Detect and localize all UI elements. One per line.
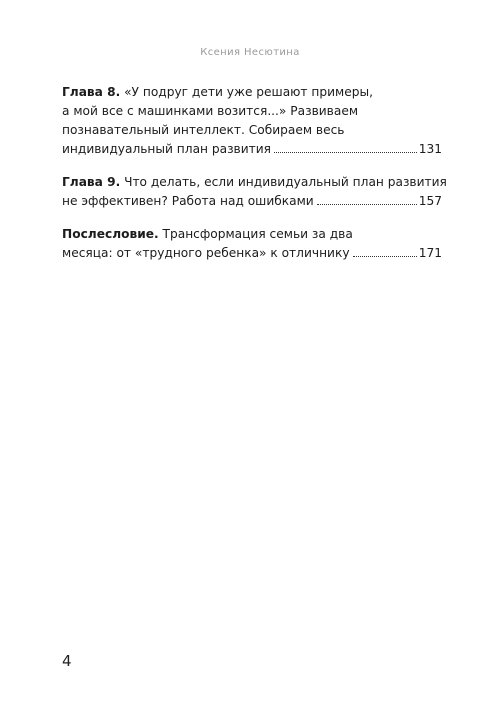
toc-entry-label: Глава 8. [62, 85, 121, 99]
toc-entry-chapter-8[interactable] [62, 83, 442, 159]
toc-entry-page: 171 [418, 246, 442, 260]
toc-entry-title-part: месяца: от «трудного ребенка» к отличнику [62, 246, 350, 260]
dot-leader [274, 151, 417, 153]
toc-entry-title-part: индивидуальный план развития [62, 142, 272, 156]
toc-entry-line [62, 225, 442, 244]
table-of-contents [62, 83, 447, 277]
toc-entry-chapter-9[interactable] [62, 173, 447, 211]
toc-entry-line [62, 83, 442, 102]
toc-entry-title-part: познавательный интеллект. Собираем весь [62, 123, 345, 137]
toc-entry-page: 157 [418, 194, 442, 208]
toc-entry-last-line [62, 244, 442, 263]
toc-entry-last-line [62, 140, 442, 159]
running-header: Ксения Несютина [200, 47, 300, 58]
toc-entry-title-part: Что делать, если индивидуальный план развития [120, 175, 447, 189]
page-number: 4 [62, 652, 72, 670]
toc-entry-label: Глава 9. [62, 175, 121, 189]
toc-entry-title-part: не эффективен? Работа над ошибками [62, 194, 314, 208]
dot-leader [353, 255, 417, 257]
toc-entry-title-part: а мой все с машинками возится...» Развиваем [62, 104, 359, 118]
toc-entry-page: 131 [418, 142, 442, 156]
toc-entry-title-part: «У подруг дети уже решают примеры, [120, 85, 373, 99]
dot-leader [317, 203, 417, 205]
toc-entry-afterword[interactable] [62, 225, 442, 263]
toc-entry-line [62, 173, 447, 192]
toc-entry-label: Послесловие. [62, 227, 159, 241]
toc-entry-title-part: Трансформация семьи за два [158, 227, 353, 241]
toc-entry-last-line [62, 192, 442, 211]
